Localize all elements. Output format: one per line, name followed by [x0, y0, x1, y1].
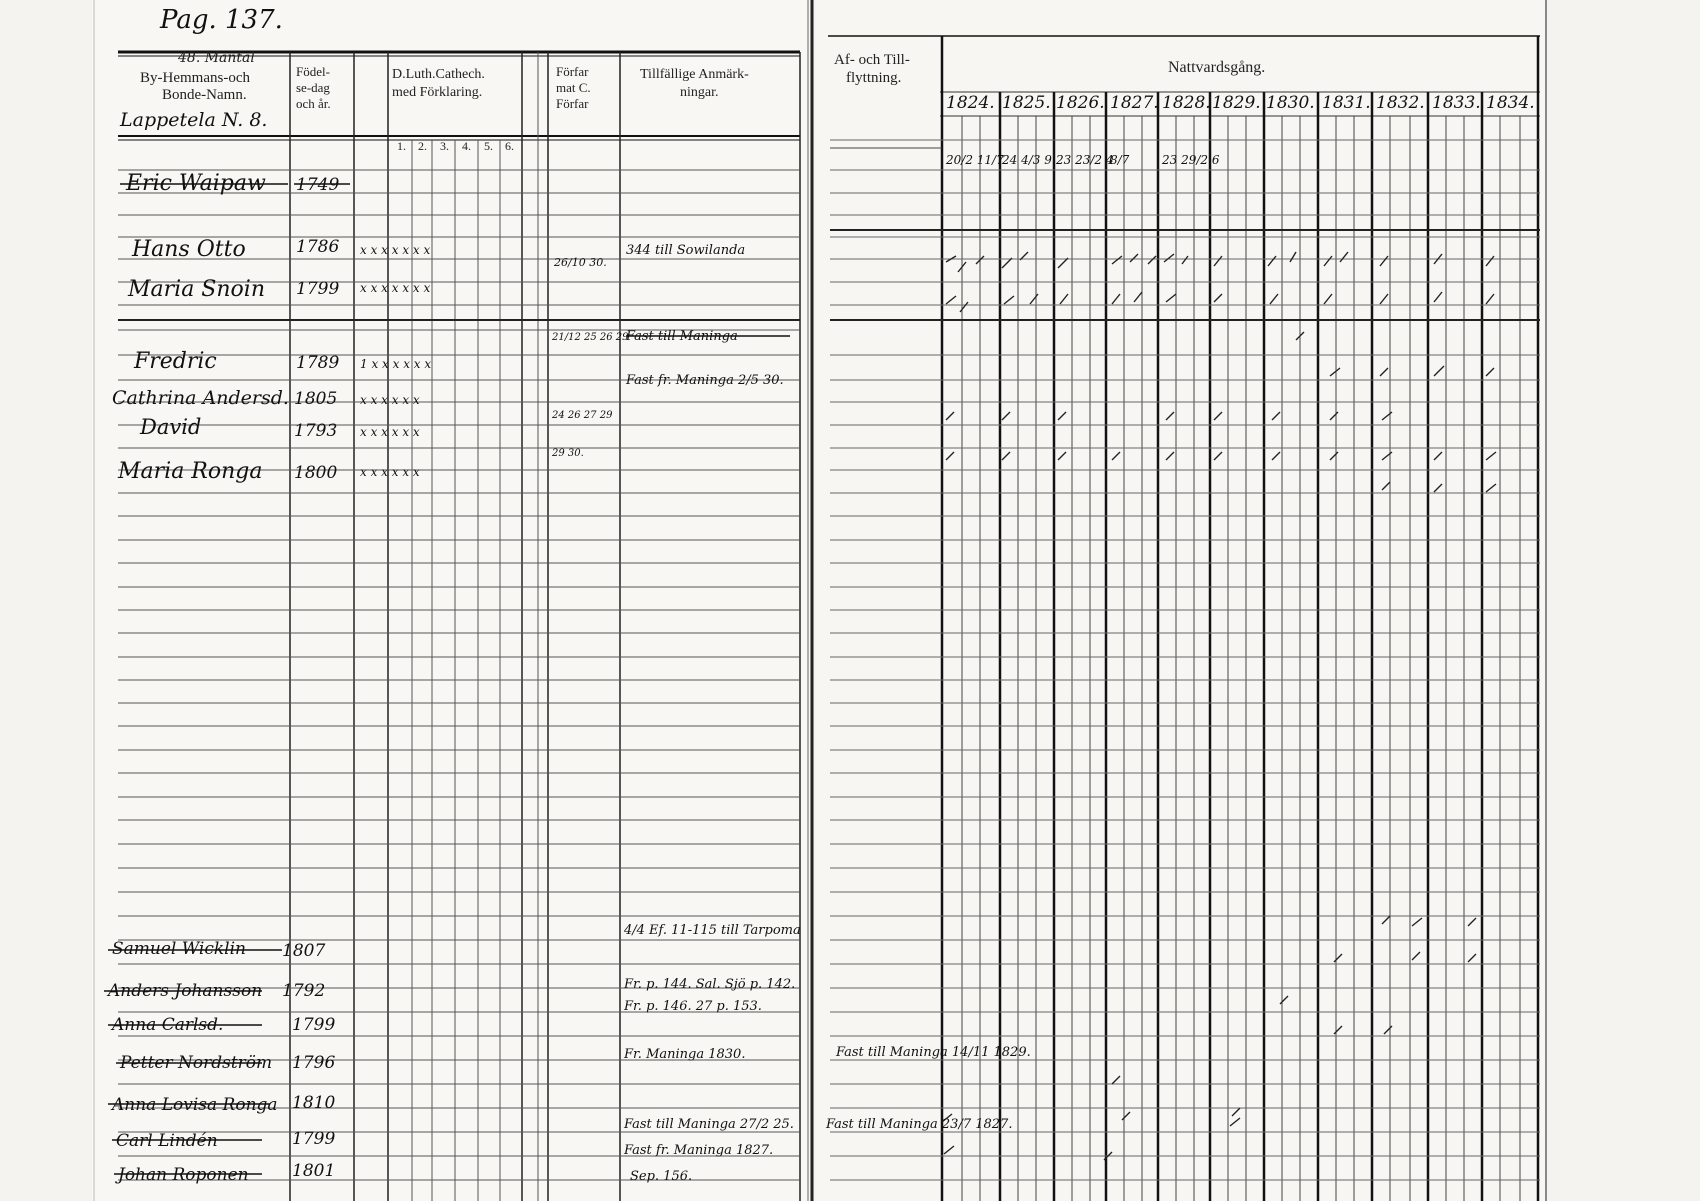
row-marks: x x x x x x [360, 425, 420, 439]
catechism-num-2: 2. [418, 139, 427, 153]
year-label: 1834. [1486, 93, 1535, 113]
header-birth-3: och år. [296, 96, 331, 111]
row-year: 1800 [294, 463, 338, 483]
year-label: 1824. [946, 93, 995, 113]
farm-name: Lappetela N. 8. [120, 109, 268, 131]
year-label: 1828. [1162, 93, 1211, 113]
row-name: Johan Roponen [118, 1165, 249, 1185]
row-name: Petter Nordström [120, 1053, 273, 1073]
row-remark: Fast fr. Maninga 2/5 30. [626, 373, 784, 388]
year-label: 1829. [1212, 93, 1261, 113]
year-label: 1832. [1376, 93, 1425, 113]
catechism-num-4: 4. [462, 139, 471, 153]
row-year: 1793 [294, 421, 338, 441]
header-mantal-annotation: 48. Mantal [178, 50, 255, 66]
header-confirm-3: Förfar [556, 96, 589, 111]
moving-note: Fast till Maninga 23/7 1827. [826, 1117, 1013, 1132]
row-name: Anna Lovisa Ronga [112, 1095, 278, 1115]
catechism-num-5: 5. [484, 139, 493, 153]
row-confirm: 21/12 25 26 29 [552, 332, 629, 343]
row-year: 1789 [296, 353, 340, 373]
year-label: 1833. [1432, 93, 1481, 113]
row-remark: Fr. p. 144. Sal. Sjö p. 142. [624, 977, 796, 992]
row-year: 1810 [292, 1093, 336, 1113]
row-marks: x x x x x x x [360, 281, 431, 295]
communion-entries [945, 153, 1220, 167]
row-name: Anders Johansson [108, 981, 263, 1001]
row-remark: Sep. 156. [630, 1169, 693, 1184]
row-confirm: 29 30. [552, 448, 584, 459]
row-year: 1799 [296, 279, 340, 299]
header-farm-name-1: By-Hemmans-och [140, 70, 250, 86]
catechism-num-6: 6. [505, 139, 514, 153]
header-farm-name-2: Bonde-Namn. [162, 87, 247, 103]
header-catechism-1: D.Luth.Cathech. [392, 67, 485, 82]
header-communion: Nattvardsgång. [1168, 59, 1266, 76]
page-label: Pag. 137. [160, 5, 283, 35]
row-remark: Fr. p. 146. 27 p. 153. [624, 999, 762, 1014]
header-remarks-1: Tillfällige Anmärk- [640, 67, 749, 82]
communion-entry: 8/7 [1110, 153, 1130, 167]
header-birth-1: Födel- [296, 64, 330, 79]
row-confirm: 24 26 27 29 [552, 410, 613, 421]
row-remark: Fast till Maninga [626, 329, 738, 344]
catechism-num-3: 3. [440, 139, 449, 153]
row-remark: Fr. Maninga 1830. [624, 1047, 746, 1062]
row-year: 1749 [296, 175, 340, 195]
row-name: Carl Lindén [116, 1131, 218, 1151]
catechism-num-1: 1. [397, 139, 406, 153]
row-name: Cathrina Andersd. [112, 387, 289, 409]
year-label: 1826. [1056, 93, 1105, 113]
row-year: 1799 [292, 1015, 336, 1035]
row-name: David [140, 415, 202, 439]
row-year: 1805 [294, 389, 338, 409]
row-remark: Fast fr. Maninga 1827. [624, 1143, 774, 1158]
header-remarks-2: ningar. [680, 85, 719, 100]
row-name: Fredric [134, 349, 217, 374]
communion-entry: 23 29/2 6 [1162, 153, 1220, 167]
header-birth-2: se-dag [296, 80, 330, 95]
row-name: Samuel Wicklin [112, 939, 247, 959]
row-marks: x x x x x x [360, 465, 420, 479]
row-remark: 344 till Sowilanda [626, 243, 746, 258]
communion-years [946, 93, 1535, 113]
row-remark: 4/4 Ef. 11-115 till Tarpoma [624, 923, 801, 938]
communion-entry: 20/2 11/7 [946, 153, 1004, 167]
right-page [816, 0, 1546, 1201]
moving-note: Fast till Maninga 14/11 1829. [836, 1045, 1031, 1060]
row-year: 1792 [282, 981, 326, 1001]
row-year: 1796 [292, 1053, 336, 1073]
row-name: Eric Waipaw [126, 171, 266, 196]
row-marks: 1 x x x x x x [360, 357, 432, 371]
year-label: 1830. [1266, 93, 1315, 113]
row-remark: Fast till Maninga 27/2 25. [624, 1117, 794, 1132]
header-confirm-1: Förfar [556, 64, 589, 79]
row-year: 1799 [292, 1129, 336, 1149]
communion-entry: 23 23/2 4 [1056, 153, 1114, 167]
row-year: 1807 [282, 941, 326, 961]
row-year: 1801 [292, 1161, 336, 1181]
row-name: Maria Snoin [128, 277, 265, 302]
row-confirm: 26/10 30. [554, 256, 607, 269]
header-moving-1: Af- och Till- [834, 52, 910, 68]
year-label: 1827. [1110, 93, 1159, 113]
communion-entry: 24 4/3 9 [1002, 153, 1052, 167]
row-name: Hans Otto [132, 237, 246, 262]
row-year: 1786 [296, 237, 340, 257]
row-name: Anna Carlsd. [112, 1015, 224, 1035]
header-confirm-2: mat C. [556, 80, 591, 95]
header-catechism-2: med Förklaring. [392, 85, 483, 100]
year-label: 1825. [1002, 93, 1051, 113]
year-label: 1831. [1322, 93, 1371, 113]
row-marks: x x x x x x [360, 393, 420, 407]
row-name: Maria Ronga [118, 459, 263, 484]
header-moving-2: flyttning. [846, 70, 902, 86]
row-marks: x x x x x x x [360, 243, 431, 257]
